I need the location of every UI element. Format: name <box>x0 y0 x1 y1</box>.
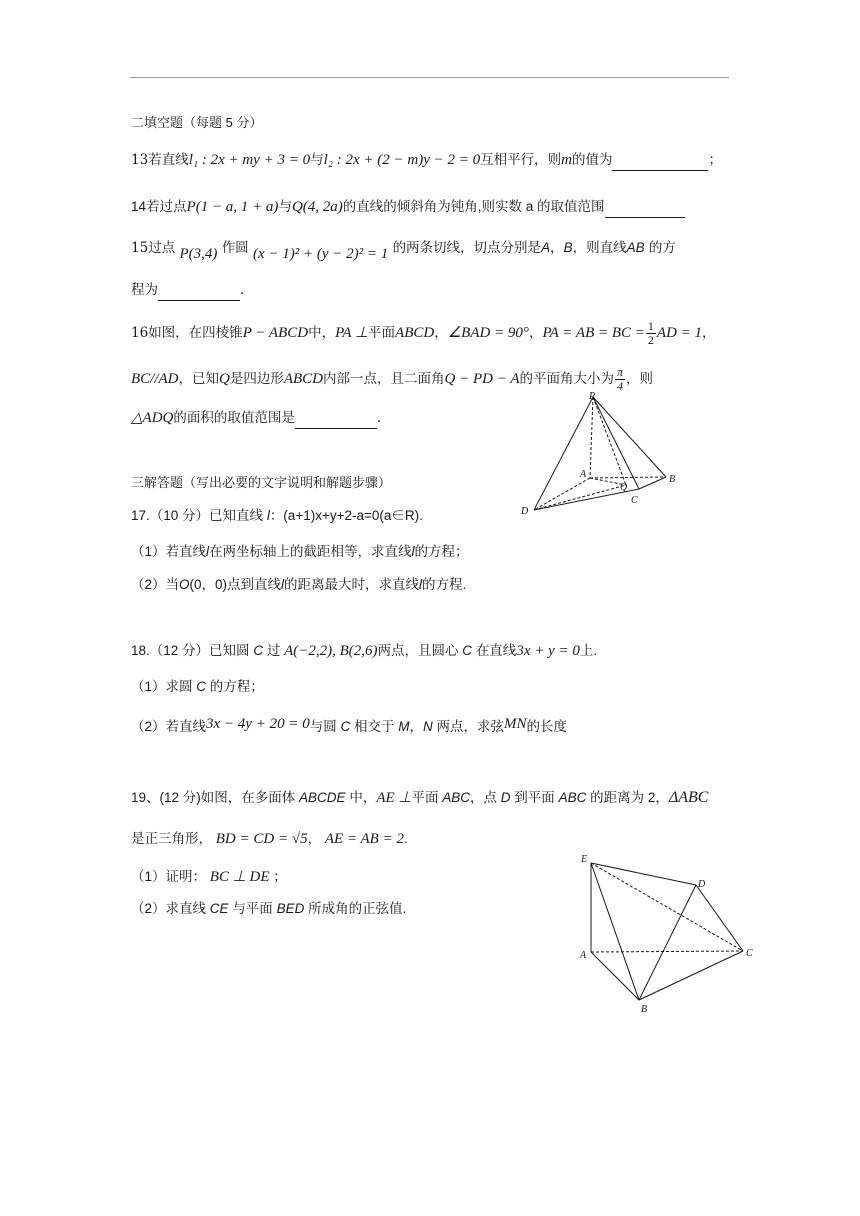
q16-text: ，则 <box>626 371 653 387</box>
q15-text: 程为 <box>131 282 158 298</box>
question-19-line2 <box>131 829 408 849</box>
fraction-denominator: 2 <box>647 333 654 347</box>
q13-text: 与 <box>310 152 324 168</box>
q19-var: ABCDE <box>299 790 346 805</box>
label-B: B <box>641 1004 648 1015</box>
question-16 <box>131 320 716 347</box>
q16-text: 内部一点，且二面角 <box>323 371 445 387</box>
q18-text: 相交于 <box>353 719 395 734</box>
fraction-numerator: π <box>616 365 623 379</box>
q16-text: 的平面角大小为 <box>519 371 614 387</box>
label-C: C <box>631 495 638 506</box>
q15-answer-blank <box>158 280 240 301</box>
q16-text: ，已知 <box>178 371 219 387</box>
q16-math: △ADQ <box>131 410 174 426</box>
q13-num: 13 <box>131 152 149 168</box>
label-E: E <box>581 854 588 865</box>
q18-line: 3x + y = 0 <box>516 643 580 659</box>
q17-text: (0，0)点到直线 <box>189 577 282 592</box>
q17-text: 的方程. <box>422 577 467 592</box>
q16-math: Q − PD − A <box>444 371 520 387</box>
q15-var: A <box>541 240 551 255</box>
q15-text: 作圆 <box>221 240 249 256</box>
fraction-denominator: 4 <box>616 379 623 393</box>
question-19-part2 <box>131 899 406 919</box>
q13-text: ； <box>708 152 722 168</box>
q19-var: D <box>500 790 511 805</box>
q18-var: M <box>398 719 410 734</box>
label-B: B <box>669 474 676 485</box>
q19-text: 的距离为 2， <box>590 790 669 805</box>
q17-text: （1）若直线 <box>131 544 207 559</box>
q18-points: A(−2,2), B(2,6) <box>284 643 378 659</box>
q19-text: 所成角的正弦值. <box>308 901 407 916</box>
q18-text: 在直线 <box>475 643 517 658</box>
q13-var: m <box>561 152 572 168</box>
q19-text: 是正三角形， <box>131 831 212 846</box>
q19-math: AE ⊥ <box>376 790 412 806</box>
q19-text: ， <box>307 831 322 846</box>
q18-text: 两点，且圆心 <box>377 643 459 658</box>
question-19 <box>131 788 708 808</box>
q19-text: . <box>403 831 408 846</box>
q19-triangle: ΔABC <box>668 789 709 806</box>
q17-text: 在两坐标轴上的截距相等，求直线 <box>209 544 412 559</box>
label-D: D <box>698 879 706 890</box>
q19-text: 19、(12 分)如图，在多面体 <box>131 790 296 805</box>
q16-math: AD = 1 <box>656 325 703 341</box>
q15-text: 的两条切线，切点分别是 <box>392 240 542 256</box>
question-17-part2 <box>131 575 466 595</box>
q17-var: O <box>179 577 190 592</box>
section3-heading: 三解答题（写出必要的文字说明和解题步骤） <box>131 475 392 490</box>
question-17 <box>131 506 423 526</box>
q18-text: 与圆 <box>309 719 337 734</box>
q15-text: ， <box>550 240 564 256</box>
q17-var: l <box>266 508 270 523</box>
q16-num: 16 <box>131 325 149 341</box>
label-A: A <box>580 950 587 961</box>
fraction-numerator: 1 <box>647 319 654 333</box>
q17-var: l <box>411 544 415 559</box>
q16-text: 是四边形 <box>229 371 284 387</box>
question-15-cont <box>131 280 244 301</box>
pyramid-figure <box>516 388 686 518</box>
q13-line2: l₂ : 2x + (2 − m)y − 2 = 0 <box>323 152 481 168</box>
q18-var: C <box>340 719 351 734</box>
q19-text: 中， <box>349 790 377 805</box>
q18-text: 两点，求弦 <box>436 719 505 734</box>
q16-text: 的面积的取值范围是 <box>173 410 295 426</box>
question-19-part1 <box>131 867 287 887</box>
q18-text: 上. <box>579 643 598 658</box>
q18-text: 18.（12 分）已知圆 <box>131 643 250 658</box>
q16-math: PA = AB = BC = <box>542 325 645 341</box>
q19-text: ； <box>273 869 287 884</box>
q19-text: （2）求直线 <box>131 901 207 916</box>
question-17-part1 <box>131 542 469 562</box>
q19-text: 与平面 <box>232 901 273 916</box>
q16-math: ∠BAD = 90° <box>447 325 529 341</box>
q13-text: 互相平行，则 <box>480 152 562 168</box>
header-rule <box>130 77 729 78</box>
q17-var: l <box>281 577 285 592</box>
question-18 <box>131 641 597 661</box>
q14-num: 14 <box>131 199 147 214</box>
q16-math: PA ⊥ <box>335 325 369 341</box>
q18-var: C <box>253 643 264 658</box>
q13-answer-blank <box>612 150 708 171</box>
q15-num: 15 <box>131 240 149 256</box>
q14-answer-blank <box>605 197 685 218</box>
q15-text: . <box>240 282 245 298</box>
q17-var: l <box>419 577 423 592</box>
q16-fraction <box>646 320 656 347</box>
q19-var: BED <box>276 901 305 916</box>
q18-var: N <box>423 719 433 734</box>
q16-text: ， <box>528 325 543 341</box>
q17-equation: ：(a+1)x+y+2-a=0(a∈R). <box>269 508 423 523</box>
q19-math: BD = CD = √5 <box>215 831 308 847</box>
q15-var: B <box>563 240 573 255</box>
q19-var: ABC <box>558 790 587 805</box>
q16-math: ABCD <box>395 325 435 341</box>
question-13 <box>131 150 722 171</box>
label-Q: Q <box>620 482 628 493</box>
q16-math: P − ABCD <box>242 325 309 341</box>
label-P: P <box>589 391 596 402</box>
q18-text: 的方程； <box>209 679 264 694</box>
q18-text: 过 <box>266 643 281 658</box>
q14-point-p: P(1 − a, 1 + a) <box>186 199 279 215</box>
q18-text: 的长度 <box>526 719 568 734</box>
label-A: A <box>580 469 587 480</box>
q15-text: ，则直线 <box>572 240 627 256</box>
q18-line2: 3x − 4y + 20 = 0 <box>206 716 310 732</box>
q16-text: . <box>376 410 382 426</box>
question-18-part1 <box>131 677 264 697</box>
q17-var: l <box>206 544 210 559</box>
q18-var: C <box>196 679 207 694</box>
q15-point: P(3,4) <box>179 246 218 262</box>
q18-text: （1）求圆 <box>131 679 193 694</box>
q16-text: 平面 <box>368 325 396 341</box>
q19-var: ABC <box>442 790 471 805</box>
q16-text: ， <box>702 325 716 341</box>
q14-text: 的直线的倾斜角为钝角,则实数 a 的取值范围 <box>342 199 605 214</box>
q14-text: 若过点 <box>146 199 187 214</box>
q19-var: CE <box>209 901 229 916</box>
q15-var: AB <box>626 240 645 255</box>
q17-text: （2）当 <box>131 577 180 592</box>
q16-math: BC//AD <box>131 371 179 387</box>
q15-text: 的方 <box>648 240 676 256</box>
q17-text: 17.（10 分）已知直线 <box>131 508 264 523</box>
label-D: D <box>521 506 529 517</box>
q15-text: 过点 <box>148 240 176 256</box>
q15-circle: (x − 1)² + (y − 2)² = 1 <box>252 246 389 262</box>
q13-text: 若直线 <box>148 152 189 168</box>
question-18-part2 <box>131 717 567 737</box>
q16-text: 如图，在四棱锥 <box>148 325 243 341</box>
q19-math: AE = AB = 2 <box>324 831 404 847</box>
question-15 <box>131 238 676 262</box>
q18-chord: MN <box>504 716 527 732</box>
section2-heading: 二填空题（每题 5 分） <box>131 115 263 130</box>
q16-text: ， <box>434 325 448 341</box>
label-C: C <box>746 948 753 959</box>
q14-text: 与 <box>278 199 292 214</box>
question-14 <box>131 197 685 218</box>
q19-text: ，点 <box>470 790 498 805</box>
question-16-line3 <box>131 408 381 429</box>
q16-answer-blank <box>295 408 377 429</box>
q18-var: C <box>462 643 473 658</box>
q16-text: 中， <box>308 325 336 341</box>
q19-text: 到平面 <box>514 790 555 805</box>
q16-math: Q <box>219 371 230 387</box>
q18-text: （2）若直线 <box>131 719 207 734</box>
polyhedron-figure <box>575 850 765 1020</box>
q14-point-q: Q(4, 2a) <box>291 199 343 215</box>
q19-text: 平面 <box>411 790 439 805</box>
q16-math: ABCD <box>283 371 324 387</box>
q19-text: （1）证明： <box>131 869 207 884</box>
q18-text: ， <box>409 719 423 734</box>
q13-text: 的值为 <box>571 152 613 168</box>
q17-text: 的方程； <box>414 544 469 559</box>
q19-math: BC ⊥ DE <box>209 869 270 885</box>
q13-line1: l₁ : 2x + my + 3 = 0 <box>188 152 311 168</box>
q17-text: 的距离最大时，求直线 <box>284 577 420 592</box>
